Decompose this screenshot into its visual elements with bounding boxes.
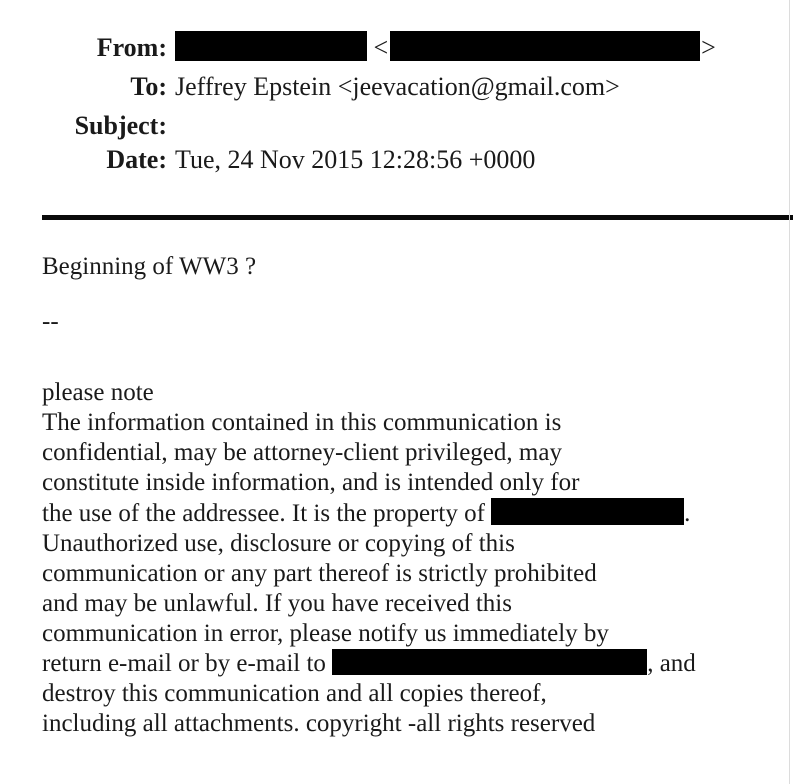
signature-separator: -- [42, 308, 59, 335]
disclaimer-line: constitute inside information, and is intended only for [42, 469, 580, 496]
to-value: Jeffrey Epstein <jeevacation@gmail.com> [175, 72, 620, 101]
disclaimer-line-with-redaction [42, 498, 763, 529]
disclaimer-line: communication in error, please notify us immediately by [42, 620, 609, 647]
disclaimer-text: return e-mail or by e-mail to [42, 650, 333, 677]
disclaimer-text: , and [647, 650, 696, 677]
header-row-subject [0, 109, 793, 143]
from-angle-open: < [373, 33, 389, 62]
disclaimer-line: including all attachments. copyright -all rights reserved [42, 710, 596, 737]
from-label: From: [96, 33, 167, 62]
from-value [175, 33, 716, 62]
notify-email-redaction-bar [332, 649, 647, 675]
header-row-to [0, 70, 793, 104]
date-label: Date: [106, 145, 167, 174]
disclaimer-line-with-redaction [42, 649, 763, 679]
subject-label: Subject: [74, 111, 167, 140]
disclaimer-line: Unauthorized use, disclosure or copying of this [42, 530, 515, 557]
owner-name-redaction-bar [491, 498, 684, 525]
disclaimer-line: and may be unlawful. If you have received this [42, 590, 512, 617]
from-name-redaction-bar [175, 31, 367, 61]
to-label: To: [130, 72, 167, 101]
confidentiality-disclaimer [42, 378, 763, 739]
disclaimer-line: destroy this communication and all copies thereof, [42, 680, 547, 707]
email-opening-line: Beginning of WW3 ? [42, 253, 257, 280]
disclaimer-line: communication or any part thereof is strictly prohibited [42, 560, 597, 587]
disclaimer-text: the use of the addressee. It is the property of [42, 500, 492, 527]
header-separator-line [42, 215, 793, 220]
header-row-date [0, 143, 793, 177]
disclaimer-text: . [684, 500, 691, 527]
disclaimer-line: confidential, may be attorney-client privileged, may [42, 439, 562, 466]
date-value: Tue, 24 Nov 2015 12:28:56 +0000 [175, 145, 536, 174]
header-row-from [0, 31, 793, 65]
page-right-edge [789, 0, 790, 784]
from-angle-close: > [701, 33, 716, 62]
from-address-redaction-bar [390, 31, 700, 61]
disclaimer-line: The information contained in this communication is [42, 409, 562, 436]
disclaimer-line: please note [42, 379, 154, 406]
